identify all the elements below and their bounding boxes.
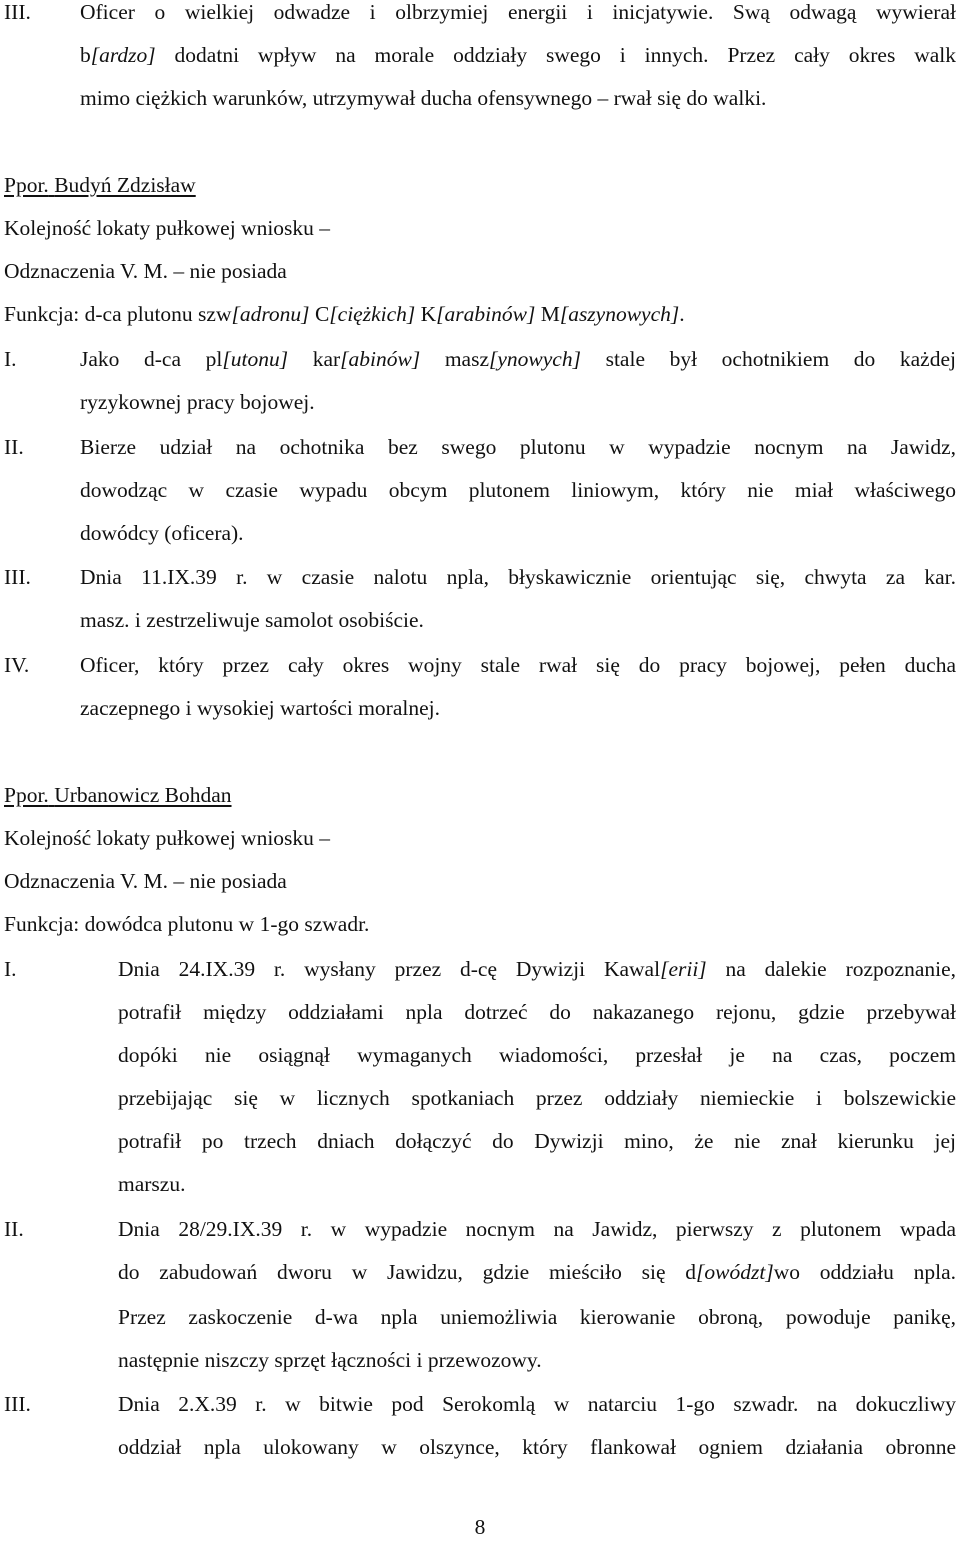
text-run: stale był ochotnikiem do każdej [580, 347, 956, 371]
list-item-text [118, 1258, 956, 1286]
text-run: masz [420, 347, 490, 371]
text-run: ryzykownej pracy bojowej. [80, 390, 315, 414]
editorial-insertion: [utonu] [222, 347, 289, 371]
editorial-insertion: [ciężkich] [329, 302, 416, 326]
text-run: przebijając się w licznych spotkaniach przez oddziały niemieckie i bolszewickie [118, 1086, 956, 1110]
list-item-number: IV. [4, 653, 30, 677]
paragraph-line: Odznaczenia V. M. – nie posiada [4, 259, 287, 283]
editorial-insertion: [owództ] [696, 1260, 774, 1284]
text-run: . [679, 302, 685, 326]
editorial-insertion: [ardzo] [90, 43, 156, 67]
text-run: b [80, 43, 91, 67]
officer-heading [4, 171, 956, 199]
officer-rank: Ppor. [4, 173, 49, 197]
text-run: Przez zaskoczenie d-wa npla uniemożliwia kierowanie obroną, powoduje panikę, [118, 1305, 956, 1329]
officer-name: Budyń Zdzisław [54, 173, 196, 197]
text-run: dopóki nie osiągnął wymaganych wiadomości, przesłał je na czas, poczem [118, 1043, 956, 1067]
officer-rank: Ppor. [4, 783, 49, 807]
page-number: 8 [474, 1515, 486, 1539]
text-run: dodatni wpływ na morale oddziały swego i innych. Przez cały okres walk [155, 43, 956, 67]
text-run: masz. i zestrzeliwuje samolot osobiście. [80, 608, 424, 632]
text-run: Bierze udział na ochotnika bez swego plutonu w wypadzie nocnym na Jawidz, [80, 435, 956, 459]
text-run: potrafił między oddziałami npla dotrzeć do nakazanego rejonu, gdzie przebywał [118, 1000, 956, 1024]
list-item-text [118, 1084, 956, 1112]
text-run: Oficer o wielkiej odwadze i olbrzymiej energii i inicjatywie. Swą odwagą wywierał [80, 0, 956, 24]
list-item-text [118, 1127, 956, 1155]
text-run: wo oddziału npla. [773, 1260, 956, 1284]
text-run: Jako d-ca pl [80, 347, 223, 371]
list-item-number: III. [4, 565, 31, 589]
text-run: C [309, 302, 330, 326]
editorial-insertion: [erii] [660, 957, 707, 981]
list-item-number: III. [4, 0, 31, 24]
paragraph-line: Kolejność lokaty pułkowej wniosku – [4, 216, 331, 240]
text-run: Dnia 2.X.39 r. w bitwie pod Serokomlą w natarciu 1-go szwadr. na dokuczliwy [118, 1392, 956, 1416]
officer-heading [4, 781, 956, 809]
officer-name: Urbanowicz Bohdan [54, 783, 232, 807]
editorial-insertion: [aszynowych] [559, 302, 680, 326]
list-item-number: II. [4, 435, 24, 459]
paragraph-line: Kolejność lokaty pułkowej wniosku – [4, 826, 331, 850]
list-item-text [80, 519, 956, 547]
text-run: mimo ciężkich warunków, utrzymywał ducha ofensywnego – rwał się do walki. [80, 86, 767, 110]
text-run: zaczepnego i wysokiej wartości moralnej. [80, 696, 440, 720]
list-item-text [80, 345, 956, 373]
text-run: do zabudowań dworu w Jawidzu, gdzie mieściło się d [118, 1260, 697, 1284]
list-item-text [118, 1390, 956, 1418]
list-item-text [118, 1215, 956, 1243]
list-item-text [118, 1346, 956, 1374]
text-run: dowodząc w czasie wypadu obcym plutonem liniowym, który nie miał właściwego [80, 478, 956, 502]
list-item-text [118, 1170, 956, 1198]
text-run: M [535, 302, 560, 326]
list-item-text [80, 41, 956, 69]
text-run: potrafił po trzech dniach dołączyć do Dywizji mino, że nie znał kierunku jej [118, 1129, 956, 1153]
text-run: Dnia 11.IX.39 r. w czasie nalotu npla, błyskawicznie orientując się, chwyta za kar. [80, 565, 956, 589]
editorial-insertion: [arabinów] [436, 302, 536, 326]
list-item-text [80, 433, 956, 461]
list-item-text [80, 84, 956, 112]
list-item-text [80, 606, 956, 634]
list-item-number: III. [4, 1392, 31, 1416]
list-item-text [80, 0, 956, 26]
text-run: marszu. [118, 1172, 186, 1196]
list-item-number: I. [4, 347, 17, 371]
text-run: kar [288, 347, 341, 371]
list-item-text [80, 694, 956, 722]
text-run: następnie niszczy sprzęt łączności i przewozowy. [118, 1348, 542, 1372]
list-item-text [118, 1041, 956, 1069]
text-run: Oficer, który przez cały okres wojny stale rwał się do pracy bojowej, pełen ducha [80, 653, 956, 677]
list-item-text [118, 955, 956, 983]
paragraph-line: Odznaczenia V. M. – nie posiada [4, 869, 287, 893]
text-run: K [415, 302, 437, 326]
editorial-insertion: [adronu] [231, 302, 310, 326]
text-run: dowódcy (oficera). [80, 521, 244, 545]
editorial-insertion: [abinów] [340, 347, 421, 371]
list-item-text [118, 998, 956, 1026]
list-item-text [80, 651, 956, 679]
list-item-text [80, 476, 956, 504]
list-item-text [118, 1303, 956, 1331]
text-run: Dnia 24.IX.39 r. wysłany przez d-cę Dywizji Kawal [118, 957, 661, 981]
text-run: na dalekie rozpoznanie, [706, 957, 957, 981]
text-run: oddział npla ulokowany w olszynce, który flankował ogniem działania obronne [118, 1435, 956, 1459]
list-item-text [80, 388, 956, 416]
list-item-text [118, 1433, 956, 1461]
editorial-insertion: [ynowych] [489, 347, 581, 371]
text-run: Funkcja: d-ca plutonu szw [4, 302, 232, 326]
paragraph-line [4, 300, 956, 328]
paragraph-line: Funkcja: dowódca plutonu w 1-go szwadr. [4, 912, 370, 936]
list-item-number: I. [4, 957, 17, 981]
list-item-text [80, 563, 956, 591]
text-run: Dnia 28/29.IX.39 r. w wypadzie nocnym na Jawidz, pierwszy z plutonem wpada [118, 1217, 956, 1241]
list-item-number: II. [4, 1217, 24, 1241]
